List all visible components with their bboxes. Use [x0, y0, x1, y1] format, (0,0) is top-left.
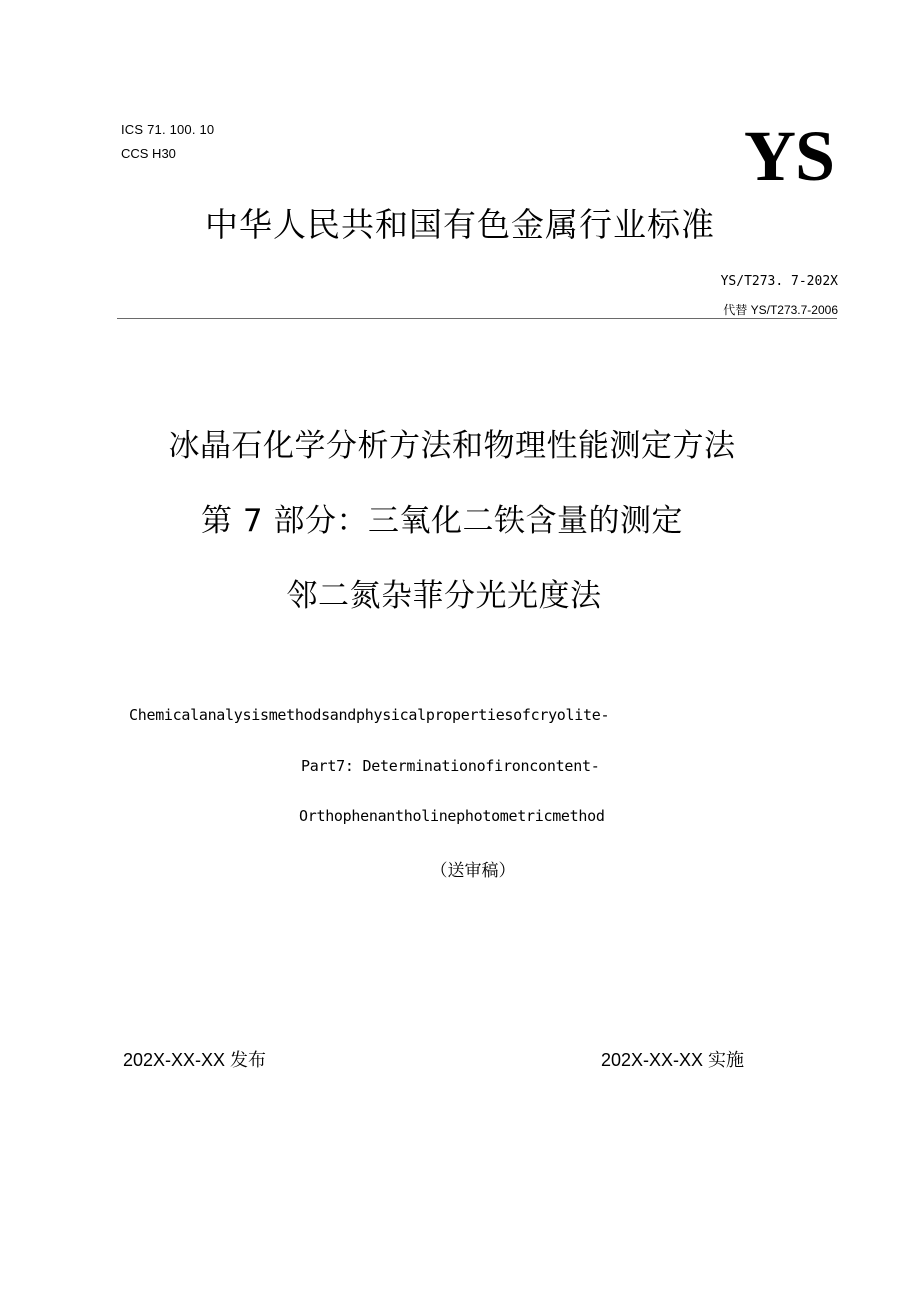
main-title-line-3: 邻二氮杂菲分光光度法: [286, 578, 602, 614]
standard-number: YS/T273. 7-202X: [720, 274, 838, 289]
english-title-line-1: Chemicalanalysismethodsandphysicalpropertiesofcryolite-: [129, 706, 610, 724]
main-title-line-1: 冰晶石化学分析方法和物理性能测定方法: [168, 428, 736, 464]
english-title-line-3: Orthophenantholinephotometricmethod: [299, 807, 605, 825]
replaces-standard-number: 代替 YS/T273.7-2006: [723, 303, 838, 317]
draft-status: （送审稿）: [430, 861, 516, 880]
ys-logo: YS: [743, 116, 834, 196]
header-divider: [117, 318, 837, 319]
ics-code: ICS 71. 100. 10: [121, 122, 215, 137]
main-title-line-2: 第 7 部分：三氧化二铁含量的测定: [201, 503, 683, 539]
ccs-code: CCS H30: [121, 146, 176, 161]
implement-date: 202X-XX-XX 实施: [601, 1050, 745, 1070]
english-title-line-2: Part7: Determinationofironcontent-: [301, 757, 600, 775]
standard-category-title: 中华人民共和国有色金属行业标准: [205, 205, 715, 244]
publish-date: 202X-XX-XX 发布: [123, 1050, 267, 1070]
